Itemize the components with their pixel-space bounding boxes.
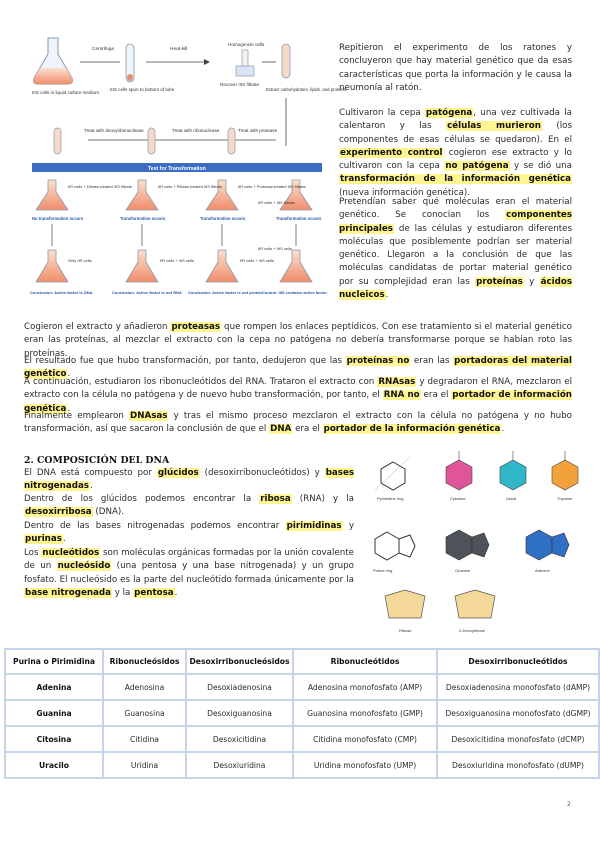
highlight: DNA [270, 424, 292, 435]
table-cell: Adenosina [103, 674, 186, 700]
paragraph-proteases: Cogieron el extracto y añadieron proteasas que rompen los enlaces peptídicos. Con ese tratamiento si el material genético eran las proteínas, al mezclar el extracto con la cepa no patógena no debería transformarse porque se habían roto las proteínas. [24, 322, 572, 359]
table-cell: Uracilo [5, 752, 103, 778]
highlight: proteasas [171, 322, 221, 332]
fig-centrifuge: Centrifuge [92, 47, 115, 52]
table-header: Purina o Pirimidina [5, 649, 103, 674]
table-header: Desoxirribonucleósidos [186, 649, 293, 674]
table-cell: Uridina monofosfato (UMP) [293, 752, 437, 778]
fig-spun: IIIS cells spun to bottom of tube [110, 87, 175, 92]
paragraph-culture: Cultivaron la cepa patógena, una vez cultivada la calentaron y las células murieron (los componentes de esas células se quedaron). En el experimento control cogieron ese extracto y lo cultivaron con la cepa no patógena y se dió una transformación de la información genética (nueva información genética). [339, 108, 573, 198]
fig-conclusion-1: Conclusion: Active factor is DNA [30, 290, 93, 295]
table-cell: Desoxiguanosina [186, 700, 293, 726]
highlight: glúcidos [157, 468, 199, 478]
page-number: 2 [567, 801, 571, 808]
fig-culture: IIIS cells in liquid culture medium [32, 90, 99, 95]
mol-purine: Purine ring [373, 568, 393, 573]
fig-homogenize: Homogenize cells [228, 42, 265, 47]
table-cell: Guanina [5, 700, 103, 726]
mol-adenine: Adenine [535, 568, 550, 573]
highlight: proteínas no [346, 356, 410, 366]
fig-mix-protease: IIR cells + Protease-treated IIIS filtrate [238, 184, 306, 189]
mol-pyrimidine: Pyrimidine ring [377, 496, 404, 501]
highlight: células murieron [447, 121, 541, 132]
table-row [5, 726, 599, 752]
highlight: no patógena [445, 161, 509, 172]
paragraph-nucleotidos: Los nucleótidos son moléculas orgánicas formadas por la unión covalente de un nucleósido (una pentosa y una base nitrogenada) y un grupo fosfato. El nucleósido es la parte del nucleótido formada únicamente por la base nitrogenada y la pentosa. [24, 548, 354, 598]
nucleobase-figure [363, 446, 585, 636]
fig-iir-iiis-1: IIR cells + IIIS cells [160, 258, 194, 263]
fig-iir-iiis-2: IIR cells + IIIS cells [240, 258, 274, 263]
table-cell: Desoxiuridina [186, 752, 293, 778]
highlight: base nitrogenada [25, 587, 111, 598]
table-cell: Desoxiguanosina monofosfato (dGMP) [437, 700, 599, 726]
mol-guanine: Guanine [455, 568, 471, 573]
fig-heatkill: Heat-kill [170, 47, 188, 52]
fig-mix-dnase: IIR cells + DNase-treated IIIS filtrate [68, 184, 132, 189]
fig-transformation-2: Transformation occurs [200, 216, 246, 221]
paragraph-bases: Dentro de las bases nitrogenadas podemos encontrar pirimidinas y purinas. [24, 521, 354, 545]
mol-ribose: Ribose [399, 628, 412, 633]
nucleoside-table [4, 648, 600, 779]
fig-dnase: Treat with deoxyribonuclease [84, 128, 144, 133]
uracil-icon [500, 460, 526, 490]
thymine-icon [552, 460, 578, 490]
highlight: pirimidinas [286, 521, 342, 531]
paragraph-glucidos: Dentro de los glúcidos podemos encontrar la ribosa (RNA) y la desoxirribosa (DNA). [24, 494, 354, 518]
mol-deoxyribose: 2-Deoxyribose [459, 628, 485, 633]
table-cell: Desoxiadenosina [186, 674, 293, 700]
table-cell: Uridina [103, 752, 186, 778]
mol-cytosine: Cytosine [450, 496, 466, 501]
fig-mix-control: IIR cells + IIIS filtrate [258, 200, 295, 205]
avery-experiment-figure [28, 36, 347, 304]
highlight: nucleótidos [42, 548, 100, 558]
table-row [5, 674, 599, 700]
highlight: portador de la información genética [323, 424, 501, 435]
highlight: portador de información genética [24, 390, 572, 414]
fig-extract: Extract carbohydrates, lipids, and proteins [266, 87, 347, 92]
table-header: Ribonucleósidos [103, 649, 186, 674]
highlight: nucleósido [57, 561, 111, 572]
pyrimidine-ring-icon [375, 456, 411, 490]
paragraph-repeat-experiment: Repitieron el experimento de los ratones y concluyeron que hay material genético que da esas características que porta la información y le causa la neumonía al ratón. [339, 43, 572, 93]
ribose-icon [385, 590, 425, 618]
fig-no-transformation: No transformation occurs [32, 216, 84, 221]
highlight: patógena [425, 108, 473, 118]
table-cell: Adenosina monofosfato (AMP) [293, 674, 437, 700]
cytosine-icon [446, 460, 472, 490]
paragraph-candidates: Pretendían saber qué moléculas eran el material genético. Se conocían los componentes principales de las células y estudiaron diferentes moléculas que posiblemente podrían ser material genético. Llegaron a la conclusión de que las moléculas candidatas de portar material genético por su complejidad eran las proteínas y ácidos nucleicos. [339, 197, 572, 301]
highlight: componentes principales [339, 210, 572, 234]
fig-iir-iiis-3: IIR cells + IIIS cells [258, 246, 292, 251]
test-tube-icon [282, 44, 290, 78]
fig-recover: Recover IIIS filtrate [220, 82, 260, 87]
paragraph-rnasas: A continuación, estudiaron los ribonucleótidos del RNA. Trataron el extracto con RNAsas y degradaron el RNA, mezclaron el extracto con la célula no patógena y de nuevo hubo transformación, por tanto, el RNA no era el portador de información genética. [24, 377, 572, 414]
adenine-icon [526, 530, 569, 560]
highlight: pentosa [134, 587, 174, 598]
highlight: purinas [25, 534, 62, 545]
table-header: Ribonucleótidos [293, 649, 437, 674]
fig-protease: Treat with protease [238, 128, 278, 133]
highlight: portadoras del material genético [24, 356, 573, 380]
highlight: desoxirribosa [25, 507, 92, 518]
fig-rnase: Treat with ribonuclease [172, 128, 220, 133]
paragraph-result: El resultado fue que hubo transformación, por tanto, dedujeron que las proteínas no eran las portadoras del material genético. [24, 356, 573, 380]
table-cell: Citidina [103, 726, 186, 752]
table-row [5, 752, 599, 778]
highlight: DNAsas [130, 411, 168, 421]
fig-only-iir: Only IIR cells [68, 258, 92, 263]
highlight: bases nitrogenadas [24, 468, 355, 492]
table-cell: Desoxiadenosina monofosfato (dAMP) [437, 674, 599, 700]
fig-conclusion-3: Conclusion: Active factor is not protein [188, 290, 263, 295]
purine-ring-icon [375, 532, 415, 560]
mol-uracil: Uracil [506, 496, 517, 501]
table-cell: Adenina [5, 674, 103, 700]
table-cell: Guanosina monofosfato (GMP) [293, 700, 437, 726]
highlight: RNA no [383, 390, 420, 401]
fig-transformation-1: Transformation occurs [120, 216, 166, 221]
mol-thymine: Thymine [557, 496, 573, 501]
table-cell: Desoxicitidina monofosfato (dCMP) [437, 726, 599, 752]
highlight: ribosa [260, 494, 291, 504]
table-cell: Citosina [5, 726, 103, 752]
fig-conclusion-2: Conclusion: Active factor is not RNA [112, 290, 182, 295]
table-header-row [5, 649, 599, 674]
deoxyribose-icon [455, 590, 495, 618]
highlight: ácidos nucleicos [339, 276, 572, 301]
table-cell: Desoxicitidina [186, 726, 293, 752]
paragraph-dnasas: Finalmente emplearon DNAsas y tras el mismo proceso mezclaron el extracto con la célula no patógena y no hubo transformación, así que sacaron la conclusión de que el DNA era el portador de la información genética. [24, 411, 572, 435]
fig-transformation-3: Transformation occurs [276, 216, 322, 221]
highlight: RNAsas [378, 377, 416, 387]
highlight: transformación de la información genética [340, 174, 571, 185]
paragraph-composition: El DNA está compuesto por glúcidos (desoxirribonucleótidos) y bases nitrogenadas. [24, 468, 355, 492]
table-cell: Guanosina [103, 700, 186, 726]
highlight: proteínas [476, 276, 523, 287]
table-cell: Citidina monofosfato (CMP) [293, 726, 437, 752]
fig-conclusion-4: Control: IIIS contains active factor [262, 290, 327, 295]
flask-icon [34, 38, 73, 84]
table-row [5, 700, 599, 726]
fig-test-banner: Test for Transformation [148, 166, 206, 172]
section-heading: 2. COMPOSICIÓN DEL DNA [24, 455, 170, 466]
fig-mix-rnase: IIR cells + RNase-treated IIIS filtrate [158, 184, 222, 189]
guanine-icon [446, 530, 489, 560]
table-cell: Desoxiuridina monofosfato (dUMP) [437, 752, 599, 778]
table-header: Desoxirribonucleótidos [437, 649, 599, 674]
highlight: experimento control [340, 147, 443, 158]
